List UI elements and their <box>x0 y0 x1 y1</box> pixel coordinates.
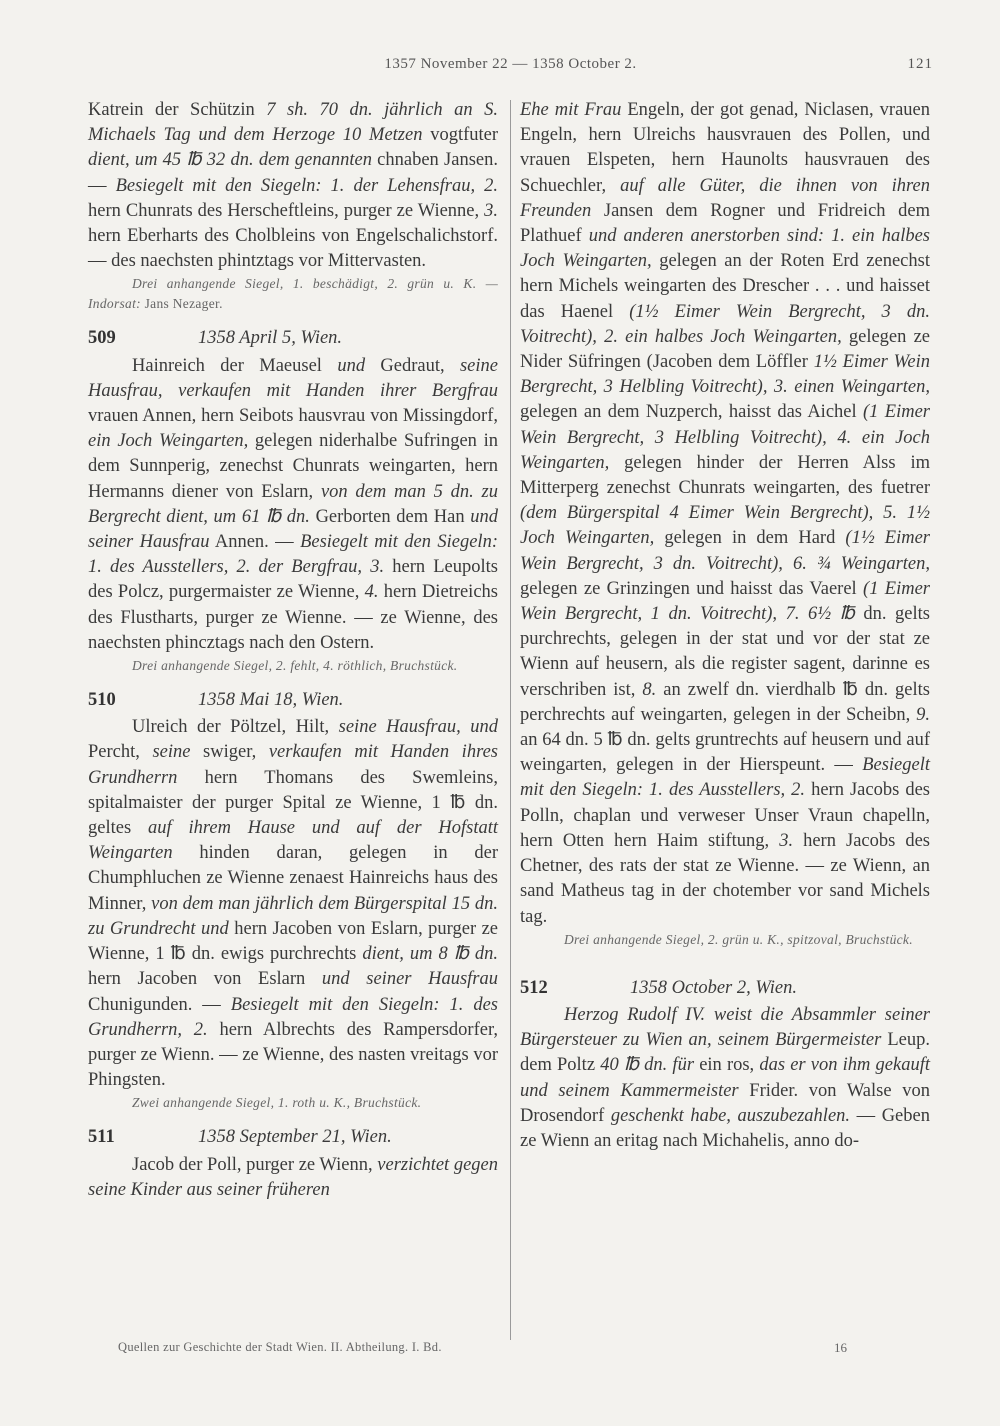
entry-heading-510 <box>88 688 498 713</box>
seal-note: Zwei anhangende Siegel, 1. roth u. K., Bruchstück. <box>132 1095 422 1111</box>
page-number: 121 <box>907 56 933 72</box>
entry-number: 511 <box>88 1127 115 1148</box>
entry-heading-511 <box>88 1125 498 1150</box>
continued-entry-text: Katrein der Schützin 7 sh. 70 dn. jährlich an S. Michaels Tag und dem Herzoge 10 Metzen vogtfuter dient, um 45 ℔ 32 dn. dem genannten chnaben Jansen. — Besiegelt mit den Siegeln: 1. der Lehensfrau, 2. hern Chunrats des Herscheftleins, purger ze Wienne, 3. hern Eberharts des Cholbleins von Engelschalichstorf. — des naechsten phintztags vor Mittervasten. <box>88 100 499 272</box>
seal-note: Drei anhangende Siegel, 2. grün u. K., spitzoval, Bruchstück. <box>564 931 913 947</box>
entry-number: 512 <box>520 977 548 998</box>
entry-date: 1358 October 2, Wien. <box>630 977 797 998</box>
entry-date: 1358 April 5, Wien. <box>198 328 343 349</box>
seal-note: Drei anhangende Siegel, 1. beschädigt, 2. grün u. K. — Indorsat: Jans Nezager. <box>88 276 498 312</box>
seal-note: Drei anhangende Siegel, 2. fehlt, 4. röthlich, Bruchstück. <box>132 658 458 674</box>
entry-number: 510 <box>88 690 116 711</box>
entry-number: 509 <box>88 328 116 349</box>
column-divider <box>510 100 511 1340</box>
source-footer: Quellen zur Geschichte der Stadt Wien. II. Abtheilung. I. Bd. <box>118 1340 442 1354</box>
printer-signature: 16 <box>834 1340 847 1355</box>
entry-text-511-continued: Ehe mit Frau Engeln, der got genad, Niclasen, vrauen Engeln, hern Ulreichs hausvrauen des Pollen, und vrauen Elspeten, hern Haunolts hausvrauen des Schuechler, auf alle Güter, die ihnen von ihren Freunden Jansen dem Rogner und Fridreich dem Plathuef und anderen anerstorben sind: 1. ein halbes Joch Weingarten, gelegen an der Roten Erd zenechst hern Michels weingarten des Drescher . . . und haisset das Haenel (1½ Eimer Wein Bergrecht, 3 dn. Voitrecht), 2. ein halbes Joch Weingarten, gelegen ze Nider Süfringen (Jacoben dem Löffler 1½ Eimer Wein Bergrecht, 3 Helbling Voitrecht), 3. einen Weingarten, gelegen an dem Nuzperch, haisst das Aichel (1 Eimer Wein Bergrecht, 3 Helbling Voitrecht), 4. ein Joch Weingarten, gelegen hinder der Herren Alss im Mitterperg zenechst Chunrats weingarten, des fuetrer (dem Bürgerspital 4 Eimer Wein Bergrecht), 5. 1½ Joch Weingarten, gelegen in dem Hard (1½ Eimer Wein Bergrecht, 3 dn. Voitrecht), 6. ¾ Weingarten, gelegen ze Grinzingen und haisst das Vaerel (1 Eimer Wein Bergrecht, 1 dn. Voitrecht), 7. 6½ ℔ dn. gelts purchrechts, gelegen in der stat und vor der stat ze Wienn auf heusern, als die register sagent, darinne es verschriben ist, 8. an zwelf dn. vierdhalb ℔ dn. gelts perchrechts auf weingarten, gelegen in der Scheibn, 9. an 64 dn. 5 ℔ dn. gelts gruntrechts auf heusern und auf weingarten, gelegen in der Hierspeunt. — Besiegelt mit den Siegeln: 1. des Ausstellers, 2. hern Jacobs des Polln, chaplan und verweser Unser Vraun chapelln, hern Otten hern Haim stiftung, 3. hern Jacobs des Chetner, des rats der stat ze Wienne. — ze Wienn, an sand Matheus tag in der chotember vor sand Michels tag. <box>520 100 931 927</box>
entry-date: 1358 Mai 18, Wien. <box>198 690 344 711</box>
page-header <box>88 56 933 80</box>
entry-text-512: Herzog Rudolf IV. weist die Absammler seiner Bürgersteuer zu Wien an, seinem Bürgermeister Leup. dem Poltz 40 ℔ dn. für ein ros, das er von ihm gekauft und seinem Kammermeister Frider. von Walse von Drosendorf geschenkt habe, auszubezahlen. — Geben ze Wienn an eritag nach Michahelis, anno do- <box>520 1004 930 1151</box>
running-title: 1357 November 22 — 1358 October 2. <box>384 56 637 72</box>
entry-heading-509 <box>88 326 498 351</box>
entry-text-509: Hainreich der Maeusel und Gedraut, seine Hausfrau, verkaufen mit Handen ihrer Bergfrau vrauen Annen, hern Seibots hausvrau von Missingdorf, ein Joch Weingarten, gelegen niderhalbe Sufringen in dem Sunnperig, zenechst Chunrats weingarten, hern Hermanns diener von Eslarn, von dem man 5 dn. zu Bergrecht dient, um 61 ℔ dn. Gerborten dem Han und seiner Hausfrau Annen. — Besiegelt mit den Siegeln: 1. des Ausstellers, 2. der Bergfrau, 3. hern Leupolts des Polcz, purgermaister ze Wienne, 4. hern Dietreichs des Flustharts, purger ze Wienne. — ze Wienne, des naechsten phincztags nach den Ostern. <box>88 355 499 653</box>
left-column <box>88 98 498 1203</box>
entry-text-511: Jacob der Poll, purger ze Wienn, verzichtet gegen seine Kinder aus seiner früheren <box>88 1154 498 1200</box>
right-column <box>520 98 930 1154</box>
entry-heading-512 <box>520 976 930 1001</box>
entry-text-510: Ulreich der Pöltzel, Hilt, seine Hausfrau, und Percht, seine swiger, verkaufen mit Handen ihres Grundherrn hern Thomans des Swemleins, spitalmaister der purger Spital ze Wienne, 1 ℔ dn. geltes auf ihrem Hause und auf der Hofstatt Weingarten hinden daran, gelegen in der Chumphluchen ze Wienne zenaest Hainreichs haus des Minner, von dem man jährlich dem Bürgerspital 15 dn. zu Grundrecht und hern Jacoben von Eslarn, purger ze Wienne, 1 ℔ dn. ewigs purchrechts dient, um 8 ℔ dn. hern Jacoben von Eslarn und seiner Hausfrau Chunigunden. — Besiegelt mit den Siegeln: 1. des Grundherrn, 2. hern Albrechts des Rampersdorfer, purger ze Wienn. — ze Wienne, des nasten vreitags vor Phingsten. <box>88 717 499 1091</box>
entry-date: 1358 September 21, Wien. <box>198 1127 392 1148</box>
